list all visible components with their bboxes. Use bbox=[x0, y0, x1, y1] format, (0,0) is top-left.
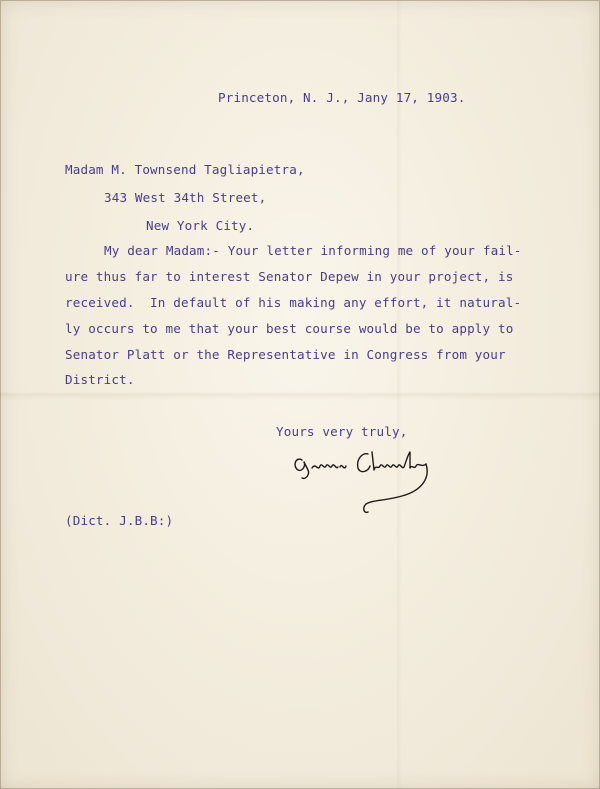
recipient-name: Madam M. Townsend Tagliapietra, bbox=[65, 162, 305, 177]
body-line: Senator Platt or the Representative in Congress from your bbox=[65, 347, 506, 362]
dictation-note: (Dict. J.B.B:) bbox=[65, 513, 174, 528]
recipient-city: New York City. bbox=[146, 218, 255, 233]
recipient-street: 343 West 34th Street, bbox=[104, 190, 267, 205]
body-line: ure thus far to interest Senator Depew in your project, is bbox=[65, 269, 514, 284]
dateline: Princeton, N. J., Jany 17, 1903. bbox=[218, 90, 466, 105]
body-line: District. bbox=[65, 372, 135, 387]
closing: Yours very truly, bbox=[276, 424, 408, 439]
signature bbox=[290, 446, 450, 516]
body-line: ly occurs to me that your best course would be to apply to bbox=[65, 321, 514, 336]
body-line: received. In default of his making any effort, it natural- bbox=[65, 295, 522, 310]
body-line: My dear Madam:- Your letter informing me of your fail- bbox=[104, 243, 522, 258]
